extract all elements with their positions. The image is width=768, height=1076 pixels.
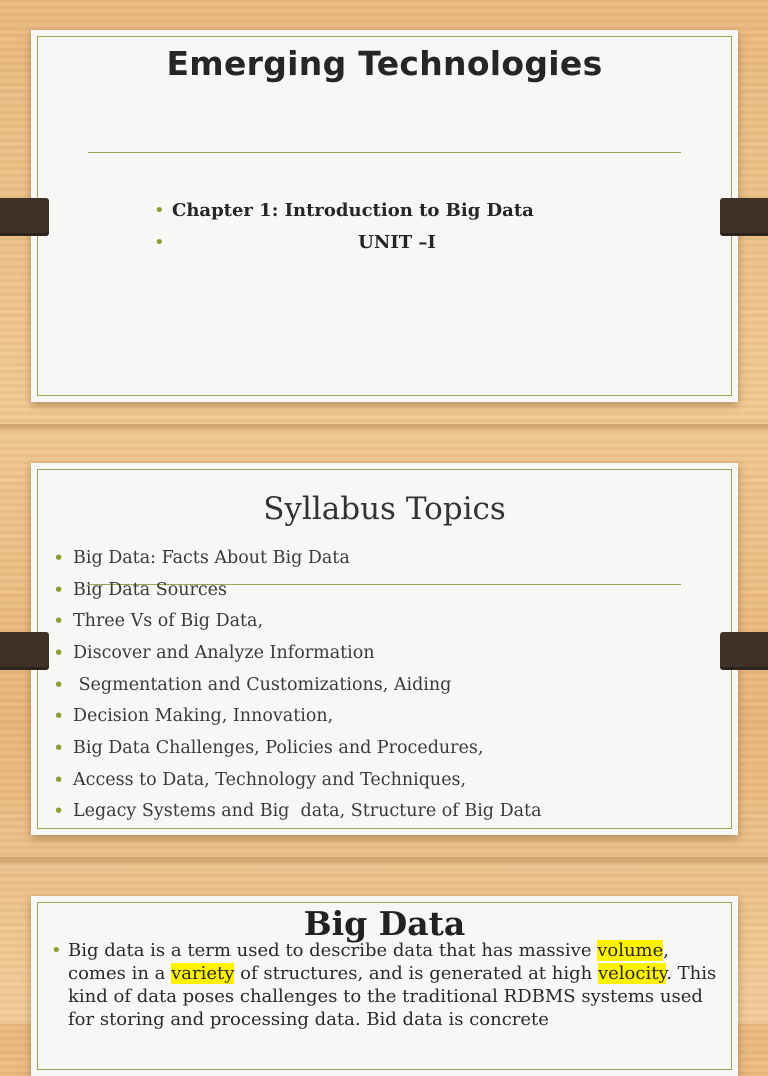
list-item [53, 796, 542, 828]
text-run: . This kind of data poses challenges to the traditional RDBMS systems used for storing and processing data. Bid data is concrete [68, 963, 717, 1030]
list-item [53, 605, 542, 637]
bullet-icon: • [53, 578, 65, 601]
list-item [53, 669, 542, 701]
topic-text: Big Data: Facts About Big Data [73, 547, 350, 568]
topic-text: Three Vs of Big Data, [73, 611, 264, 632]
wood-seam [0, 857, 768, 869]
list-item [154, 194, 582, 226]
wood-seam [0, 424, 768, 436]
binder-clip-right [720, 632, 768, 670]
text-run: Big data is a term used to describe data that has massive [68, 940, 598, 961]
slide-title: Big Data [303, 904, 466, 943]
chapter-label: Chapter 1: Introduction to Big Data [172, 199, 534, 221]
list-item [53, 700, 542, 732]
bullet-icon: • [53, 705, 65, 728]
bullet-icon: • [53, 610, 65, 633]
list-item [154, 226, 582, 258]
bullet-list [154, 194, 582, 258]
big-data-slide [31, 896, 738, 1076]
bullet-icon: • [53, 641, 65, 664]
binder-clip-left [0, 632, 49, 670]
bullet-icon: • [53, 800, 65, 823]
list-item [53, 574, 542, 606]
bullet-icon: • [51, 940, 62, 961]
bullet-icon: • [154, 199, 165, 221]
unit-label: UNIT –I [358, 231, 436, 253]
topic-text: Discover and Analyze Information [73, 642, 375, 663]
highlight-variety: variety [171, 963, 235, 984]
bullet-icon: • [53, 736, 65, 759]
topic-text: Access to Data, Technology and Techniques, [73, 769, 467, 790]
bullet-icon: • [53, 768, 65, 791]
topic-text: Big Data Sources [73, 579, 228, 600]
title-slide [31, 30, 738, 402]
topic-list [53, 542, 542, 827]
syllabus-slide [31, 463, 738, 835]
list-item [53, 542, 542, 574]
bullet-icon: • [154, 231, 165, 253]
list-item [53, 764, 542, 796]
text-run: , comes in a [68, 940, 670, 984]
list-item [53, 637, 542, 669]
topic-text: Segmentation and Customizations, Aiding [73, 674, 452, 695]
binder-clip-left [0, 198, 49, 236]
paragraph-text [68, 939, 721, 1031]
topic-text: Decision Making, Innovation, [73, 706, 334, 727]
slide-title: Syllabus Topics [263, 491, 506, 527]
topic-text: Big Data Challenges, Policies and Procedures, [73, 737, 484, 758]
list-item [53, 732, 542, 764]
bullet-icon: • [53, 546, 65, 569]
highlight-volume: volume [597, 940, 664, 961]
highlight-velocity: velocity [597, 963, 667, 984]
title-divider [88, 152, 681, 153]
binder-clip-right [720, 198, 768, 236]
topic-text: Legacy Systems and Big data, Structure of Big Data [73, 801, 542, 822]
slide-title: Emerging Technologies [166, 44, 603, 83]
bullet-icon: • [53, 673, 65, 696]
text-run: of structures, and is generated at high [234, 963, 598, 984]
definition-paragraph [51, 939, 721, 1031]
